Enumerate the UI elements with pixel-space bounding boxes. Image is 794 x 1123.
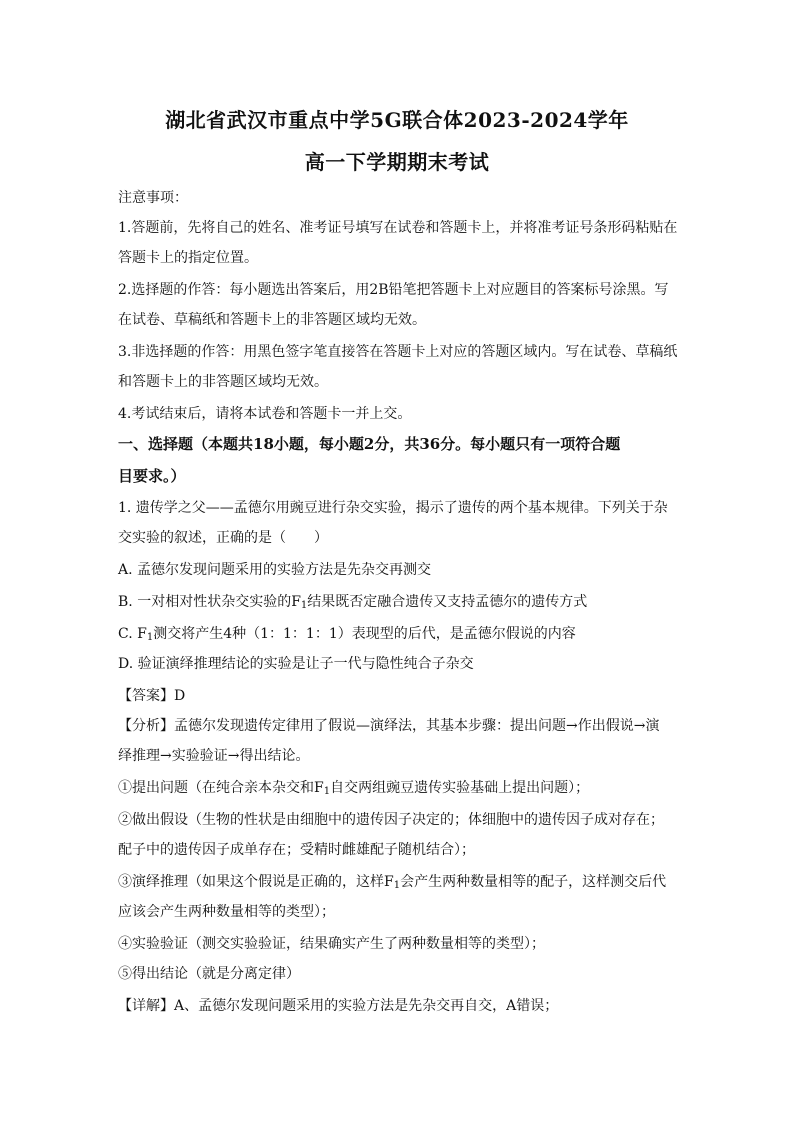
page-title-line2: 高一下学期期末考试 bbox=[304, 150, 490, 174]
question-1-stem-line-2: 交实验的叙述，正确的是（ ） bbox=[118, 530, 328, 546]
analysis-line-2: 绎推理→实验验证→得出结论。 bbox=[118, 748, 310, 764]
analysis-step-2-line-2: 配子中的遗传因子成单存在；受精时雌雄配子随机结合）； bbox=[118, 842, 475, 858]
notice-item-4: 4.考试结束后，请将本试卷和答题卡一并上交。 bbox=[118, 406, 412, 422]
question-1-stem-line-1: 1. 遗传学之父——孟德尔用豌豆进行杂交实验，揭示了遗传的两个基本规律。下列关于杂 bbox=[118, 500, 668, 516]
notice-item-1-line-1: 1.答题前，先将自己的姓名、准考证号填写在试卷和答题卡上，并将准考证号条形码粘贴在 bbox=[118, 220, 678, 236]
option-c: C. $F_1$测交将产生4种（1：1：1：1）表现型的后代，是孟德尔假说的内容 bbox=[118, 626, 576, 643]
analysis-step-1: ①提出问题（在纯合亲本杂交和$F_1$自交两组豌豆遗传实验基础上提出问题）； bbox=[118, 780, 590, 797]
analysis-step-3-line-2: 应该会产生两种数量相等的类型）； bbox=[118, 904, 335, 920]
notice-heading: 注意事项： bbox=[118, 190, 188, 206]
notice-item-3-line-1: 3.非选择题的作答：用黑色签字笔直接答在答题卡上对应的答题区域内。写在试卷、草稿纸 bbox=[118, 344, 678, 360]
detail-line-1: 【详解】A、孟德尔发现问题采用的实验方法是先杂交再自交，A错误； bbox=[118, 998, 559, 1014]
notice-item-3-line-2: 和答题卡上的非答题区域均无效。 bbox=[118, 374, 328, 390]
notice-item-2-line-1: 2.选择题的作答：每小题选出答案后，用2B铅笔把答题卡上对应题目的答案标号涂黑。写 bbox=[118, 282, 669, 298]
option-b: B. 一对相对性状杂交实验的$F_1$结果既否定融合遗传又支持孟德尔的遗传方式 bbox=[118, 594, 588, 611]
option-a: A. 孟德尔发现问题采用的实验方法是先杂交再测交 bbox=[118, 562, 432, 578]
notice-item-2-line-2: 在试卷、草稿纸和答题卡上的非答题区域均无效。 bbox=[118, 312, 426, 328]
notice-item-1-line-2: 答题卡上的指定位置。 bbox=[118, 250, 258, 266]
answer-label: 【答案】D bbox=[118, 688, 186, 704]
page-title-line1: 湖北省武汉市重点中学5G联合体2023-2024学年 bbox=[165, 108, 629, 132]
analysis-step-3-line-1: ③演绎推理（如果这个假说是正确的，这样$F_1$会产生两种数量相等的配子，这样测交后代 bbox=[118, 874, 667, 891]
analysis-step-2-line-1: ②做出假设（生物的性状是由细胞中的遗传因子决定的；体细胞中的遗传因子成对存在； bbox=[118, 812, 664, 828]
section-heading-line-2: 目要求。） bbox=[118, 467, 186, 485]
analysis-step-5: ⑤得出结论（就是分离定律） bbox=[118, 966, 300, 982]
analysis-step-4: ④实验验证（测交实验验证，结果确实产生了两种数量相等的类型）； bbox=[118, 936, 545, 952]
analysis-line-1: 【分析】孟德尔发现遗传定律用了假说—演绎法，其基本步骤：提出问题→作出假说→演 bbox=[118, 718, 660, 734]
section-heading-line-1: 一、选择题（本题共18小题，每小题2分，共36分。每小题只有一项符合题 bbox=[118, 435, 621, 453]
option-d: D. 验证演绎推理结论的实验是让子一代与隐性纯合子杂交 bbox=[118, 656, 474, 672]
